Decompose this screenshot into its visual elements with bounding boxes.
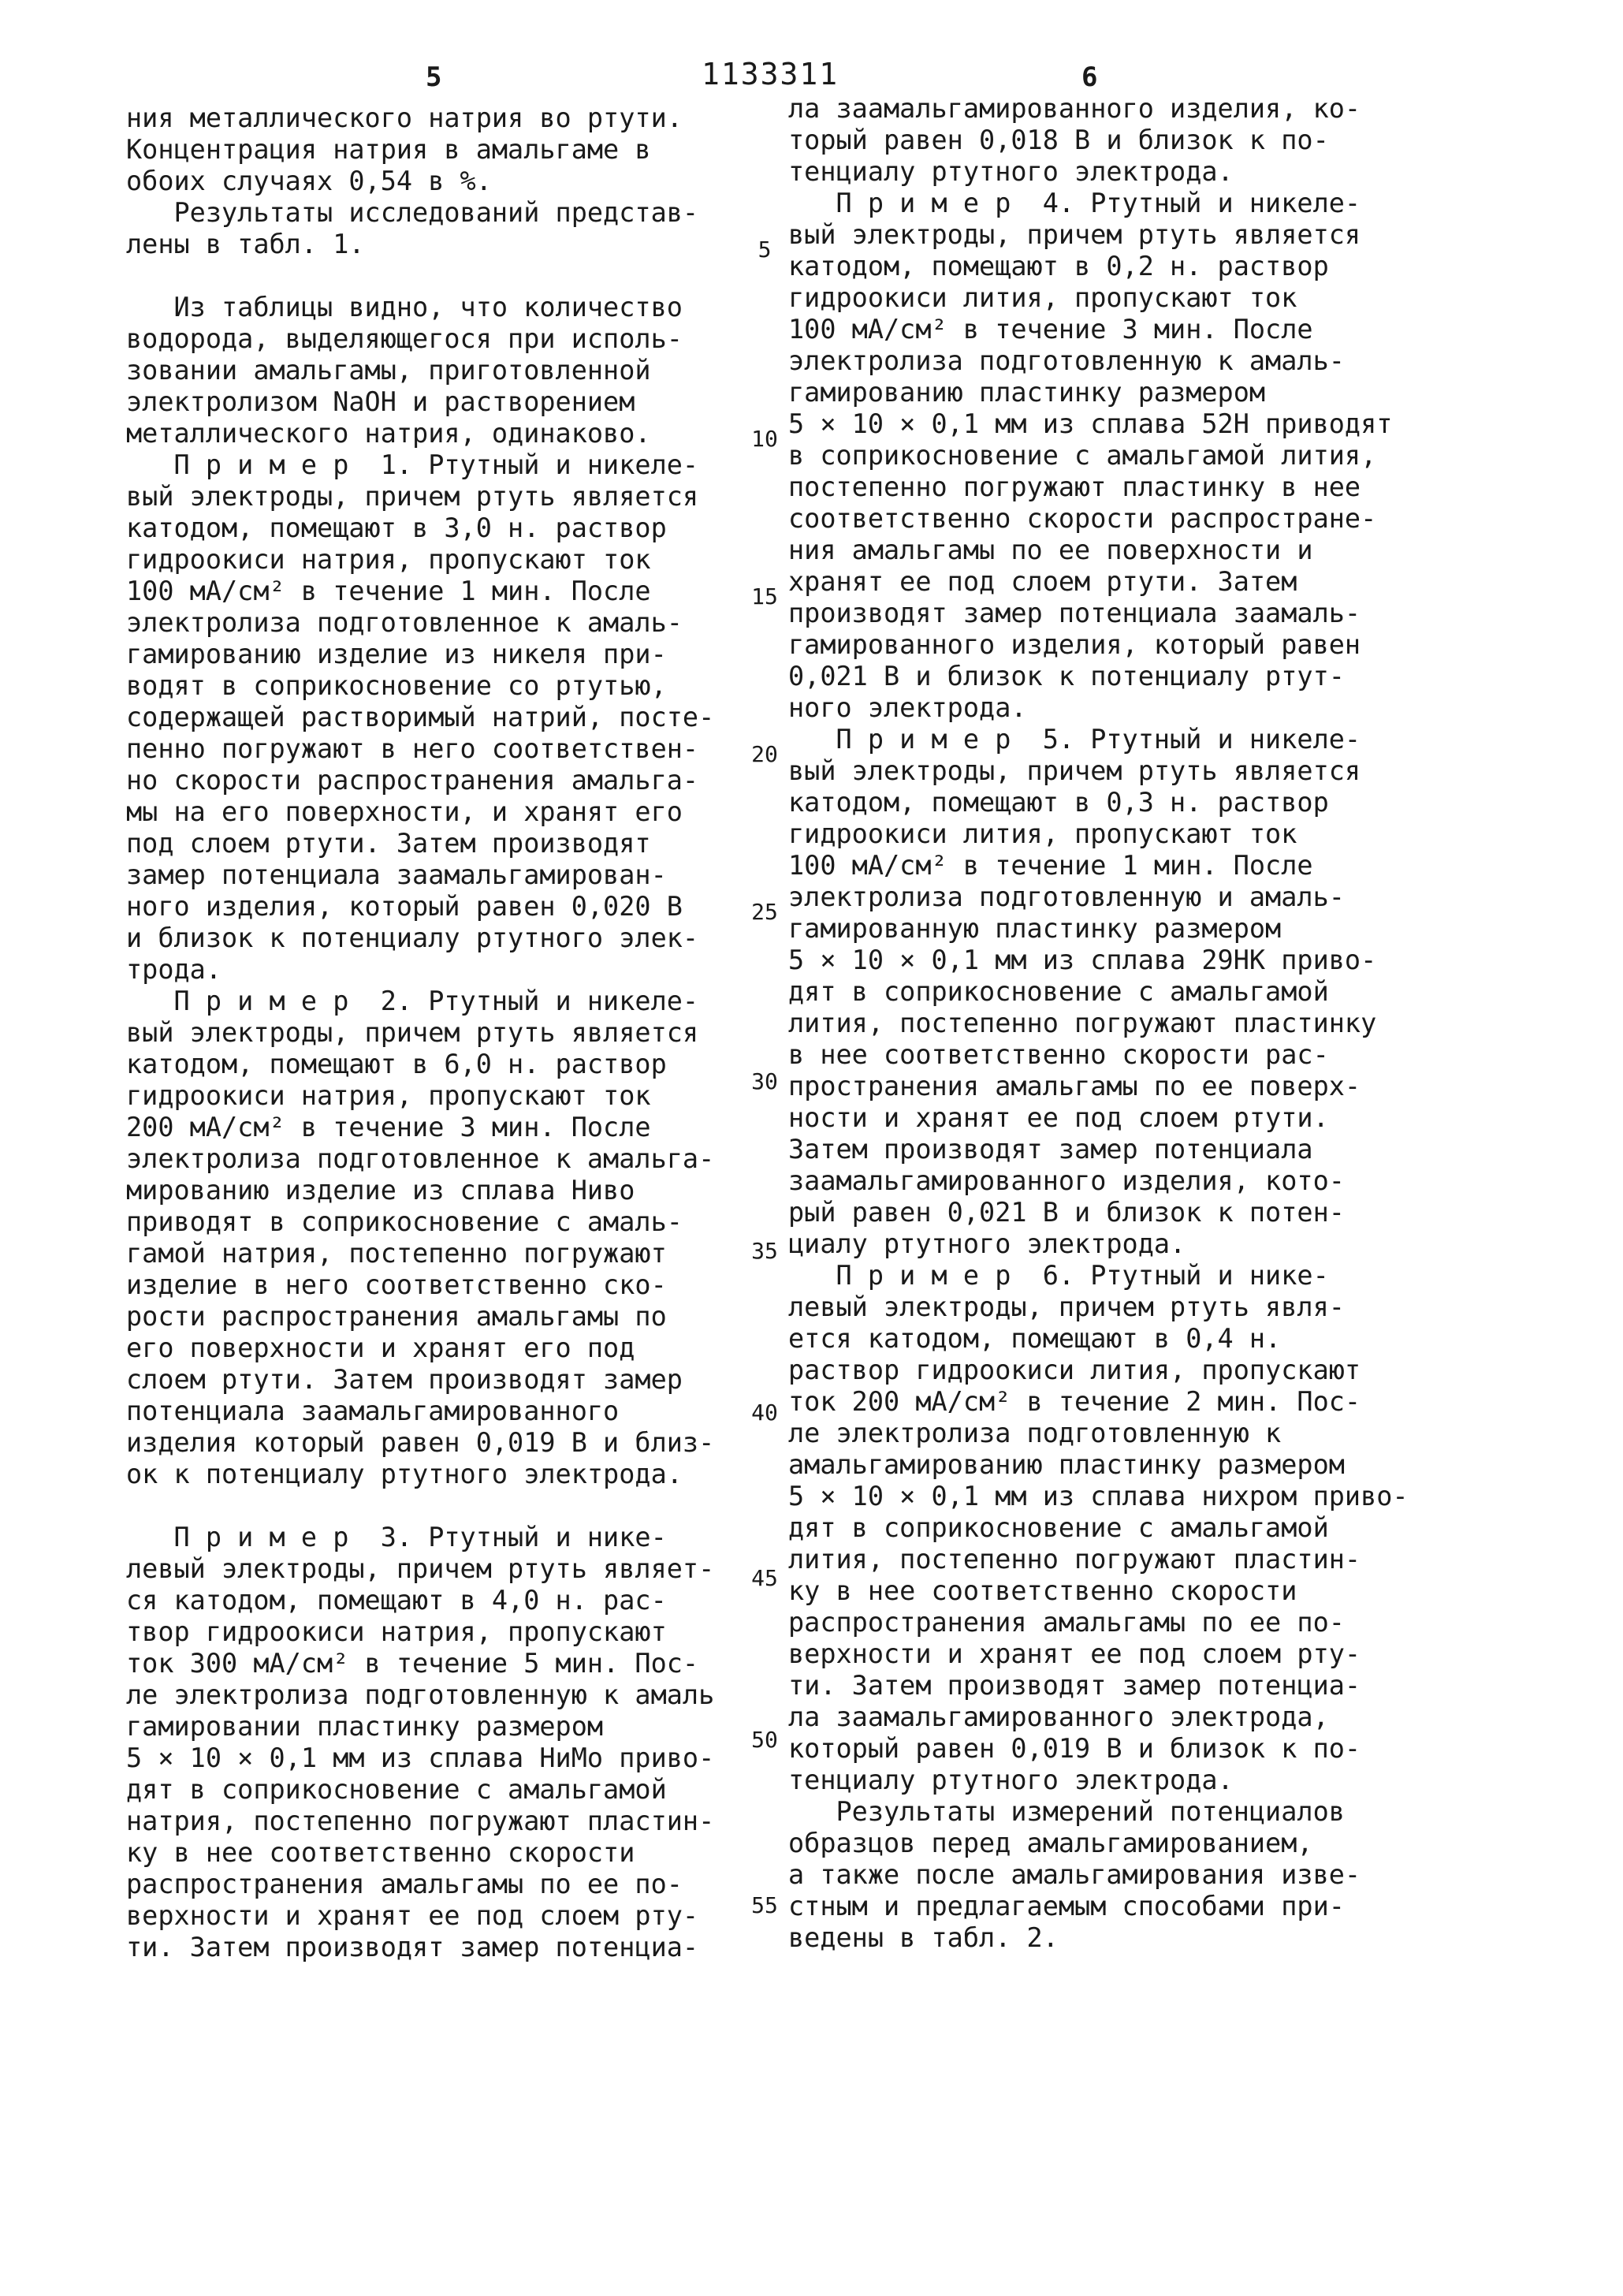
text-line: изделие в него соответственно ско-	[126, 1269, 667, 1300]
text-line: тенциалу ртутного электрода.	[788, 1765, 1234, 1795]
text-line: хранят ее под слоем ртути. Затем	[788, 566, 1297, 597]
line-number: 35	[751, 1238, 778, 1264]
text-line: слоем ртути. Затем производят замер	[126, 1364, 683, 1395]
text-line: гидроокиси лития, пропускают ток	[788, 818, 1297, 849]
text-line: ток 200 мА/см² в течение 2 мин. Пос-	[788, 1386, 1361, 1417]
text-line: Результаты измерений потенциалов	[788, 1796, 1345, 1827]
text-line: распространения амальгамы по ее по-	[788, 1607, 1345, 1638]
text-line: ок к потенциалу ртутного электрода.	[126, 1459, 683, 1489]
text-line: распространения амальгамы по ее по-	[126, 1869, 683, 1899]
text-line: лены в табл. 1.	[126, 229, 365, 259]
text-line: гамированию изделие из никеля при-	[126, 639, 667, 669]
text-line: производят замер потенциала заамаль-	[788, 598, 1361, 628]
text-line: гамированию пластинку размером	[788, 377, 1266, 408]
line-number: 10	[751, 426, 778, 452]
text-line: пространения амальгамы по ее поверх-	[788, 1071, 1361, 1101]
text-line: вый электроды, причем ртуть является	[126, 1017, 699, 1048]
text-line: торый равен 0,018 В и близок к по-	[788, 125, 1329, 155]
text-line: электролиза подготовленное к амальга-	[126, 1143, 715, 1174]
text-line: замер потенциала заамальгамирован-	[126, 859, 667, 890]
text-line: гидроокиси лития, пропускают ток	[788, 282, 1297, 313]
text-line: приводят в соприкосновение с амаль-	[126, 1206, 683, 1237]
text-line: ния металлического натрия во ртути.	[126, 102, 683, 133]
text-line: ти. Затем производят замер потенциа-	[788, 1670, 1361, 1701]
text-line: вый электроды, причем ртуть является	[788, 755, 1361, 786]
text-line: вый электроды, причем ртуть является	[788, 219, 1361, 250]
line-number: 5	[758, 237, 772, 263]
page-number-left: 5	[426, 62, 442, 93]
text-line: ности и хранят ее под слоем ртути.	[788, 1102, 1329, 1133]
text-line: 5 × 10 × 0,1 мм из сплава 52Н приводят	[788, 408, 1393, 439]
text-line: гамированного изделия, который равен	[788, 629, 1361, 660]
text-line: гидроокиси натрия, пропускают ток	[126, 1080, 651, 1111]
text-line: ла заамальгамированного изделия, ко-	[788, 93, 1361, 124]
text-line: циалу ртутного электрода.	[788, 1228, 1186, 1259]
text-line: амальгамированию пластинку размером	[788, 1449, 1345, 1480]
text-line: катодом, помещают в 0,2 н. раствор	[788, 251, 1329, 281]
text-line: катодом, помещают в 6,0 н. раствор	[126, 1049, 667, 1079]
text-line: раствор гидроокиси лития, пропускают	[788, 1355, 1361, 1385]
text-line: верхности и хранят ее под слоем рту-	[788, 1638, 1361, 1669]
text-line: зовании амальгамы, приготовленной	[126, 355, 651, 386]
text-line: дят в соприкосновение с амальгамой	[788, 976, 1329, 1007]
text-line: катодом, помещают в 3,0 н. раствор	[126, 512, 667, 543]
text-line: твор гидроокиси натрия, пропускают	[126, 1616, 667, 1647]
text-line: постепенно погружают пластинку в нее	[788, 472, 1361, 502]
text-line: 5 × 10 × 0,1 мм из сплава 29НК приво-	[788, 945, 1377, 975]
text-line: в нее соответственно скорости рас-	[788, 1039, 1329, 1070]
line-number: 20	[751, 741, 778, 767]
text-line: соответственно скорости распростране-	[788, 503, 1377, 534]
text-line: 5 × 10 × 0,1 мм из сплава НиМо приво-	[126, 1742, 715, 1773]
line-number: 15	[751, 583, 778, 609]
text-line: гамой натрия, постепенно погружают	[126, 1238, 667, 1269]
text-line	[126, 260, 749, 292]
text-line: электролиза подготовленное к амаль-	[126, 607, 683, 638]
text-line: изделия который равен 0,019 В и близ-	[126, 1427, 715, 1458]
text-line: электролиза подготовленную и амаль-	[788, 882, 1345, 912]
text-line: 200 мА/см² в течение 3 мин. После	[126, 1112, 651, 1142]
text-line: гидроокиси натрия, пропускают ток	[126, 544, 651, 575]
text-line: Затем производят замер потенциала	[788, 1134, 1313, 1165]
text-line: натрия, постепенно погружают пластин-	[126, 1806, 715, 1836]
text-line: вый электроды, причем ртуть является	[126, 481, 699, 512]
text-line: 5 × 10 × 0,1 мм из сплава нихром приво-	[788, 1481, 1409, 1511]
page-number-right: 6	[1081, 62, 1098, 93]
text-line: образцов перед амальгамированием,	[788, 1828, 1313, 1858]
text-line: гамированную пластинку размером	[788, 913, 1282, 944]
text-line: 0,021 В и близок к потенциалу ртут-	[788, 661, 1345, 691]
text-line: П р и м е р 1. Ртутный и никеле-	[126, 449, 699, 480]
text-line: металлического натрия, одинаково.	[126, 418, 651, 449]
text-line: П р и м е р 5. Ртутный и никеле-	[788, 724, 1361, 755]
text-line: мированию изделие из сплава Ниво	[126, 1175, 635, 1206]
text-line: Результаты исследований представ-	[126, 197, 699, 228]
text-line: содержащей растворимый натрий, посте-	[126, 702, 715, 732]
text-line: электролиза подготовленную к амаль-	[788, 345, 1345, 376]
text-line: ле электролиза подготовленную к	[788, 1418, 1282, 1448]
text-line: рый равен 0,021 В и близок к потен-	[788, 1197, 1345, 1228]
text-line: П р и м е р 2. Ртутный и никеле-	[126, 986, 699, 1016]
text-line: 100 мА/см² в течение 1 мин. После	[126, 576, 651, 606]
text-line: водорода, выделяющегося при исполь-	[126, 323, 683, 354]
text-line: ния амальгамы по ее поверхности и	[788, 535, 1313, 565]
text-line: а также после амальгамирования изве-	[788, 1859, 1361, 1890]
patent-number: 1133311	[702, 57, 839, 91]
text-line: левый электроды, причем ртуть являет-	[126, 1553, 715, 1584]
text-line: лития, постепенно погружают пластинку	[788, 1008, 1377, 1038]
text-line: П р и м е р 3. Ртутный и нике-	[126, 1522, 667, 1552]
text-line: ку в нее соответственно скорости	[126, 1837, 635, 1868]
text-line: П р и м е р 4. Ртутный и никеле-	[788, 188, 1361, 218]
text-line: в соприкосновение с амальгамой лития,	[788, 440, 1377, 471]
text-line: ного изделия, который равен 0,020 В	[126, 891, 683, 922]
text-line: 100 мА/см² в течение 3 мин. После	[788, 314, 1313, 345]
text-line: Из таблицы видно, что количество	[126, 292, 683, 322]
text-line: ток 300 мА/см² в течение 5 мин. Пос-	[126, 1648, 699, 1679]
text-line: Концентрация натрия в амальгаме в	[126, 134, 651, 165]
text-line: дят в соприкосновение с амальгамой	[788, 1512, 1329, 1543]
text-line: водят в соприкосновение со ртутью,	[126, 670, 667, 701]
line-number: 55	[751, 1892, 778, 1918]
text-line: верхности и хранят ее под слоем рту-	[126, 1900, 699, 1931]
line-number: 45	[751, 1565, 778, 1591]
text-line: ку в нее соответственно скорости	[788, 1575, 1297, 1606]
text-line: катодом, помещают в 0,3 н. раствор	[788, 787, 1329, 818]
text-line: гамировании пластинку размером	[126, 1711, 604, 1742]
text-line: и близок к потенциалу ртутного элек-	[126, 922, 699, 953]
text-line: рости распространения амальгамы по	[126, 1301, 667, 1332]
line-number: 25	[751, 899, 778, 925]
text-line: ного электрода.	[788, 692, 1027, 723]
text-line: тенциалу ртутного электрода.	[788, 156, 1234, 187]
text-line: обоих случаях 0,54 в %.	[126, 166, 492, 196]
line-number: 50	[751, 1727, 778, 1753]
text-line: пенно погружают в него соответствен-	[126, 733, 699, 764]
text-line: ле электролиза подготовленную к амаль	[126, 1679, 715, 1710]
text-line: ся катодом, помещают в 4,0 н. рас-	[126, 1585, 667, 1616]
text-line: потенциала заамальгамированного	[126, 1396, 620, 1426]
text-line: стным и предлагаемым способами при-	[788, 1891, 1345, 1921]
text-line: дят в соприкосновение с амальгамой	[126, 1774, 667, 1805]
text-line: 100 мА/см² в течение 1 мин. После	[788, 850, 1313, 881]
text-line: ла заамальгамированного электрода,	[788, 1702, 1329, 1732]
line-number: 40	[751, 1400, 778, 1426]
text-line	[126, 1490, 749, 1522]
text-line: но скорости распространения амальга-	[126, 765, 699, 796]
line-number: 30	[751, 1068, 778, 1094]
text-line: П р и м е р 6. Ртутный и нике-	[788, 1260, 1329, 1291]
text-line: который равен 0,019 В и близок к по-	[788, 1733, 1361, 1764]
text-line: мы на его поверхности, и хранят его	[126, 796, 683, 827]
left-text-column	[126, 102, 749, 1963]
text-line: его поверхности и хранят его под	[126, 1332, 635, 1363]
right-text-column	[788, 93, 1419, 1954]
text-line: электролизом NaOH и растворением	[126, 386, 635, 417]
text-line: ется катодом, помещают в 0,4 н.	[788, 1323, 1282, 1354]
text-line: ти. Затем производят замер потенциа-	[126, 1932, 699, 1962]
text-line: ведены в табл. 2.	[788, 1922, 1059, 1953]
text-line: трода.	[126, 954, 222, 985]
text-line: под слоем ртути. Затем производят	[126, 828, 651, 859]
text-line: заамальгамированного изделия, кото-	[788, 1165, 1345, 1196]
text-line: лития, постепенно погружают пластин-	[788, 1544, 1361, 1575]
text-line: левый электроды, причем ртуть явля-	[788, 1292, 1345, 1322]
